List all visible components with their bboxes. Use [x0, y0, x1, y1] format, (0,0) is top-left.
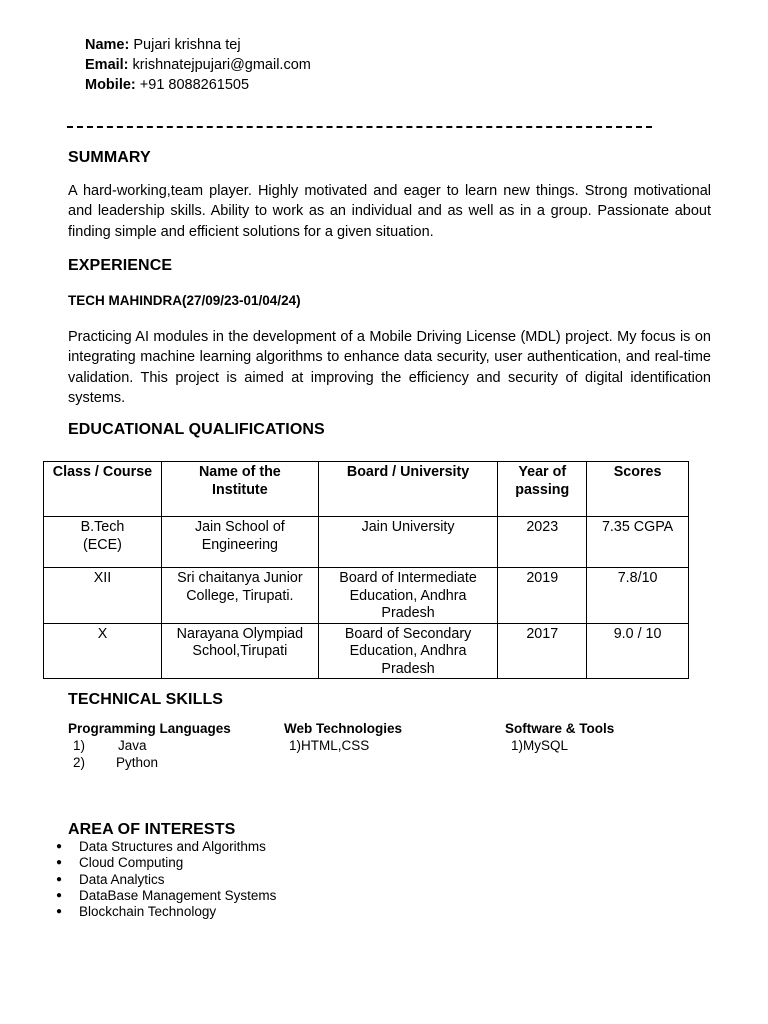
programming-item-number: 1) — [73, 738, 86, 753]
cell-institute: Jain School of Engineering — [161, 517, 318, 568]
header-class: Class / Course — [44, 462, 162, 517]
cell-institute: Narayana Olympiad School,Tirupati — [161, 623, 318, 679]
cell-board: Jain University — [318, 517, 498, 568]
experience-heading: EXPERIENCE — [68, 257, 173, 274]
cell-score: 7.8/10 — [587, 568, 689, 624]
contact-email — [85, 55, 311, 75]
interests-list — [56, 839, 276, 920]
name-label: Name: — [85, 37, 130, 53]
list-item: ● Data Analytics — [56, 872, 276, 888]
mobile-label: Mobile: — [85, 77, 136, 93]
cell-institute: Sri chaitanya Junior College, Tirupati. — [161, 568, 318, 624]
cell-year: 2023 — [498, 517, 587, 568]
cell-board: Board of Secondary Education, Andhra Pradesh — [318, 623, 498, 679]
summary-text: A hard-working,team player. Highly motivated and eager to learn new things. Strong motivational and leadership skills. Ability to work as an individual and as well as in a group. Passionate about finding simple and efficient solutions for a given situation. — [68, 183, 711, 240]
cell-score: 7.35 CGPA — [587, 517, 689, 568]
skills-heading: TECHNICAL SKILLS — [68, 691, 224, 708]
programming-languages-title: Programming Languages — [68, 721, 231, 736]
programming-item-number: 2) — [73, 755, 86, 770]
list-item: ● Cloud Computing — [56, 855, 276, 871]
table-header-row — [44, 462, 689, 517]
mobile-value: +91 8088261505 — [139, 77, 250, 93]
cell-score: 9.0 / 10 — [587, 623, 689, 679]
web-item: 1)HTML,CSS — [289, 738, 370, 753]
dashed-divider — [67, 126, 652, 128]
cell-class: B.Tech (ECE) — [44, 517, 162, 568]
programming-item: Java — [118, 738, 147, 753]
table-row — [44, 517, 689, 568]
header-year: Year of passing — [498, 462, 587, 517]
contact-mobile — [85, 75, 249, 95]
table-row — [44, 568, 689, 624]
software-tools-title: Software & Tools — [505, 721, 615, 736]
list-item: ● Blockchain Technology — [56, 904, 276, 920]
cell-board: Board of Intermediate Education, Andhra Pradesh — [318, 568, 498, 624]
header-scores: Scores — [587, 462, 689, 517]
education-table — [43, 461, 689, 679]
cell-year: 2019 — [498, 568, 587, 624]
cell-class: X — [44, 623, 162, 679]
name-value: Pujari krishna tej — [133, 37, 241, 53]
summary-heading: SUMMARY — [68, 149, 151, 166]
experience-text: Practicing AI modules in the development of a Mobile Driving License (MDL) project. My focus is on integrating machine learning algorithms to enhance data security, user authentication, and real-time validation. This project is aimed at improving the efficiency and security of digital identification systems. — [68, 329, 711, 407]
software-item: 1)MySQL — [511, 738, 569, 753]
cell-year: 2017 — [498, 623, 587, 679]
contact-name — [85, 35, 241, 55]
list-item: ● Data Structures and Algorithms — [56, 839, 276, 855]
education-heading: EDUCATIONAL QUALIFICATIONS — [68, 421, 325, 438]
email-label: Email: — [85, 57, 129, 73]
header-board: Board / University — [318, 462, 498, 517]
interests-heading: AREA OF INTERESTS — [68, 821, 236, 838]
email-value: krishnatejpujari@gmail.com — [132, 57, 311, 73]
cell-class: XII — [44, 568, 162, 624]
list-item: ● DataBase Management Systems — [56, 888, 276, 904]
programming-item: Python — [116, 755, 159, 770]
experience-company: TECH MAHINDRA(27/09/23-01/04/24) — [68, 293, 301, 308]
table-row — [44, 623, 689, 679]
header-institute: Name of the Institute — [161, 462, 318, 517]
web-technologies-title: Web Technologies — [284, 721, 403, 736]
